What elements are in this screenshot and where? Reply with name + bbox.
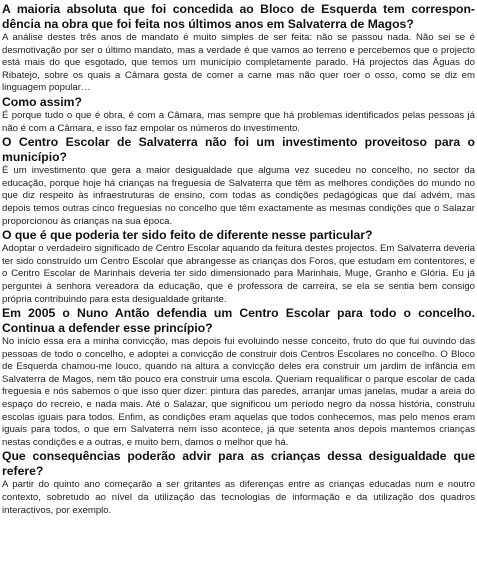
- interview-question: O Centro Escolar de Salvaterra não foi um investimento proveitoso para o município?: [2, 135, 475, 165]
- interview-answer: No início essa era a minha convicção, mas depois fui evoluindo nesse conceito, fruto do que fui ouvindo das pessoas de todo o concelho, e adoptei a convicção de construir dois Centros Escolares no concelho. O Bloco de Esquerda chamou-me louco, quando na altura a convicção deles era construir um jardim de infância em Salvaterra de Magos, nem tão pouco era construir uma escola. Queriam requalificar o parque escolar de cada freguesia e nós sabemos o que isso quer dizer: pintura das paredes, arranjar umas janelas, mudar a areia do espaço do recreio, e nada mais. Até o Salazar, que significou um período negro da nossa história, construiu escolas iguais para todos. Enfim, as condições eram aquelas que todos conhecemos, mas pelo menos eram iguais para todos, o que em Salvaterra nem isso acontece, já que setenta anos depois mantemos crianças nestas condições e a outras, e muito bem, damos o melhor que há.: [2, 336, 475, 448]
- interview-question: Em 2005 o Nuno Antão defendia um Centro Escolar para todo o concelho. Continua a defender esse princípio?: [2, 306, 475, 336]
- interview-question: O que é que poderia ter sido feito de diferente nesse particular?: [2, 228, 373, 243]
- interview-answer: É porque tudo o que é obra, é com a Câmara, mas sempre que há problemas identificados pelas pessoas já não é com a Câmara, e isso faz empolar os números do investimento.: [2, 109, 475, 134]
- interview-question: Que consequências poderão advir para as crianças dessa desigualdade que refere?: [2, 449, 475, 479]
- interview-answer: A partir do quinto ano começarão a ser gritantes as diferenças entre as crianças educadas num e noutro contexto, sobretudo ao nível da utilização das tecnologias de informação e da utilização dos quadros interactivos, por exemplo.: [2, 479, 475, 516]
- interview-answer: A análise destes três anos de mandato é muito simples de ser feita: não se passou nada. Não sei se é desmotivação por ser o último mandato, mas a verdade é que vamos ao terreno e percebemos que o projecto está mais do que esgotado, que temos um município completamente parado. Há projectos das Águas do Ribatejo, sobre os quais a Câmara gosta de comer a carne mas não quer roer o osso, como se diz em linguagem popular…: [2, 32, 475, 94]
- interview-question: A maioria absoluta que foi concedida ao Bloco de Esquerda tem correspon-dência na obra que foi feita nos últimos anos em Salvaterra de Magos?: [2, 2, 475, 31]
- interview-answer: Adoptar o verdadeiro significado de Centro Escolar aquando da feitura destes projectos. Em Salvaterra deveria ter sido construído um Centro Escolar que abrangesse as crianças dos Foros, que estudam em contentores, e o Centro Escolar de Marinhais deveria ter sido dimensionado para Marinhais, Muge, Granho e Glória. Eu já perguntei à senhora vereadora da educação, que é professora de carreira, se ela se sentia bem consigo própria contribuindo para esta desigualdade gritante.: [2, 243, 475, 305]
- interview-question: Como assim?: [2, 94, 82, 109]
- interview-answer: É um investimento que gera a maior desigualdade que alguma vez sucedeu no concelho, no sector da educação, porque hoje há crianças na freguesia de Salvaterra que têm as melhores condições do mundo no que diz respeito às infraestruturas de ensino, com todas as condições pedagógicas que daí advém, mas depois temos outras cinco freguesias no concelho que têm exactamente as mesmas condições que o Salazar proporcionou às crianças na sua época.: [2, 165, 475, 227]
